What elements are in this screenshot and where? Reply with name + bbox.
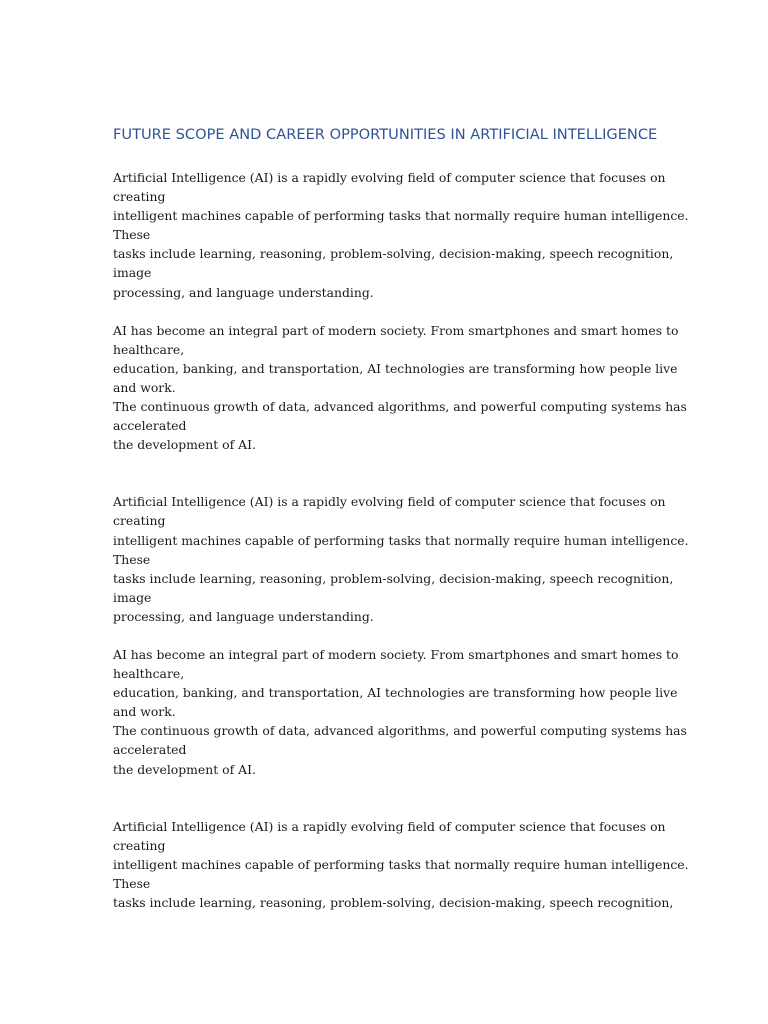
content-block: [113, 817, 689, 912]
paragraph: [113, 645, 687, 779]
text-line: These: [113, 227, 151, 243]
text-line: creating: [113, 837, 166, 853]
text-line: AI has become an integral part of modern society. From smartphones and smart homes to: [113, 646, 679, 662]
paragraph: [113, 817, 689, 912]
text-line: intelligent machines capable of performing tasks that normally require human intelligence.: [113, 856, 689, 872]
document-body: [113, 168, 689, 912]
text-line: accelerated: [113, 418, 187, 434]
text-line: the development of AI.: [113, 761, 256, 777]
text-line: tasks include learning, reasoning, problem-solving, decision-making, speech recognition,: [113, 895, 674, 910]
text-line: The continuous growth of data, advanced algorithms, and powerful computing systems has: [113, 399, 687, 415]
text-line: Artificial Intelligence (AI) is a rapidly evolving field of computer science that focuses on: [113, 170, 666, 185]
text-line: accelerated: [113, 742, 187, 758]
text-line: tasks include learning, reasoning, problem-solving, decision-making, speech recognition,: [113, 570, 674, 586]
text-line: intelligent machines capable of performing tasks that normally require human intelligence.: [113, 208, 689, 224]
content-block: [113, 168, 689, 454]
text-line: healthcare,: [113, 341, 185, 357]
text-line: education, banking, and transportation, AI technologies are transforming how people live: [113, 685, 678, 701]
text-line: These: [113, 875, 151, 891]
text-line: Artificial Intelligence (AI) is a rapidly evolving field of computer science that focuses on: [113, 494, 666, 510]
text-line: creating: [113, 189, 166, 205]
text-line: intelligent machines capable of performing tasks that normally require human intelligence.: [113, 532, 689, 548]
text-line: image: [113, 265, 152, 281]
paragraph: [113, 168, 689, 302]
text-line: AI has become an integral part of modern society. From smartphones and smart homes to: [113, 322, 679, 338]
paragraph: [113, 492, 689, 626]
text-line: education, banking, and transportation, AI technologies are transforming how people live: [113, 360, 678, 376]
text-line: tasks include learning, reasoning, problem-solving, decision-making, speech recognition,: [113, 246, 674, 262]
text-line: Artificial Intelligence (AI) is a rapidly evolving field of computer science that focuses on: [113, 818, 666, 834]
document-title: FUTURE SCOPE AND CAREER OPPORTUNITIES IN ARTIFICIAL INTELLIGENCE: [113, 126, 658, 143]
text-line: processing, and language understanding.: [113, 284, 374, 300]
text-line: healthcare,: [113, 666, 185, 682]
text-line: processing, and language understanding.: [113, 608, 374, 624]
text-line: and work.: [113, 379, 176, 395]
text-line: These: [113, 551, 151, 567]
content-block: [113, 492, 689, 778]
text-line: The continuous growth of data, advanced algorithms, and powerful computing systems has: [113, 723, 687, 739]
text-line: creating: [113, 513, 166, 529]
text-line: image: [113, 589, 152, 605]
text-line: and work.: [113, 704, 176, 720]
text-line: the development of AI.: [113, 437, 256, 453]
paragraph: [113, 321, 687, 455]
